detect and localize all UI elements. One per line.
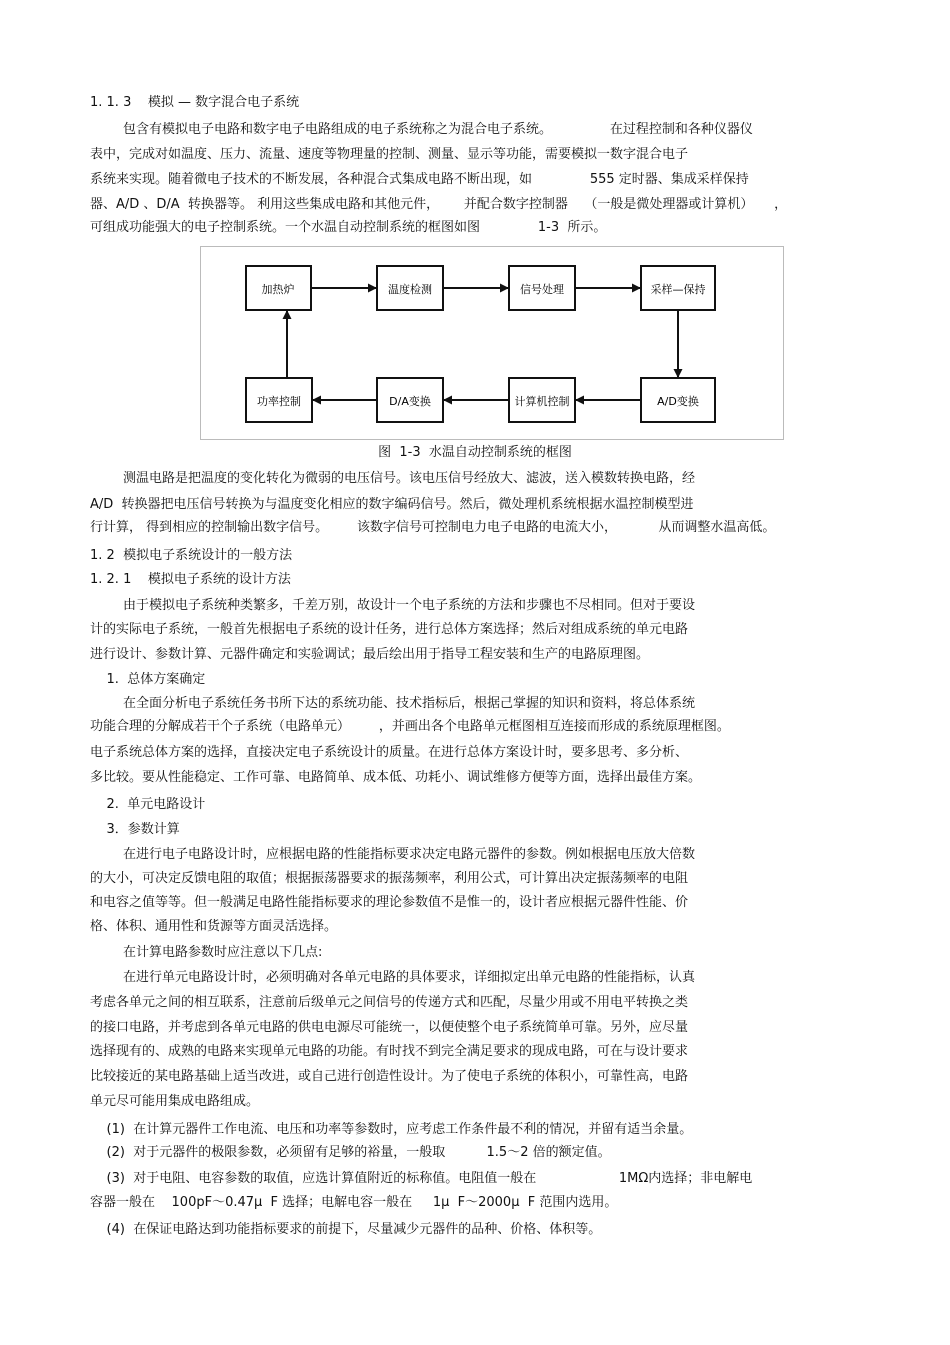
list-item-3: (3) 对于电阻、电容参数的取值，应选计算值附近的标称值。电阻值一般在 1MΩ内选择；非电解电 <box>90 1171 753 1186</box>
paragraph-line: A/D 转换器把电压信号转换为与温度变化相应的数字编码信号。然后，微处理机系统根据水温控制模型进 <box>90 497 694 512</box>
list-item-3-continued: 容器一般在 100pF～0.47μ F 选择；电解电容一般在 1μ F～2000μ F 范围内选用。 <box>90 1195 618 1210</box>
paragraph-line: 比较接近的某电路基础上适当改进，或自己进行创造性设计。为了使电子系统的体积小，可靠性高，电路 <box>90 1069 689 1084</box>
paragraph-line: 系统来实现。随着微电子技术的不断发展，各种混合式集成电路不断出现，如 555 定时器、集成采样保持 <box>90 172 749 187</box>
paragraph-line: 单元尽可能用集成电路组成。 <box>90 1094 260 1109</box>
block-sample-hold <box>641 266 715 310</box>
section-heading-1-2: 1. 2 模拟电子系统设计的一般方法 <box>90 548 293 563</box>
block-label: A/D变换 <box>657 395 699 408</box>
block-heating-furnace <box>246 266 311 310</box>
block-label: 温度检测 <box>388 283 432 296</box>
paragraph-line: 包含有模拟电子电路和数字电子电路组成的电子系统称之为混合电子系统。 在过程控制和各种仪器仪 <box>90 122 753 137</box>
block-signal-processing <box>509 266 575 310</box>
list-item-2: (2) 对于元器件的极限参数，必须留有足够的裕量，一般取 1.5～2 倍的额定值。 <box>90 1145 611 1160</box>
paragraph-line: 和电容之值等等。但一般满足电路性能指标要求的理论参数值不是惟一的，设计者应根据元器件性能、价 <box>90 895 689 910</box>
figure-caption: 图 1-3 水温自动控制系统的框图 <box>378 445 572 460</box>
subheading-parameter-calculation: 3．参数计算 <box>90 822 180 837</box>
block-label: 信号处理 <box>520 283 564 296</box>
list-item-4: (4) 在保证电路达到功能指标要求的前提下，尽量减少元器件的品种、价格、体积等。 <box>90 1222 602 1237</box>
block-label: 功率控制 <box>257 395 301 408</box>
block-label: 加热炉 <box>261 283 295 296</box>
block-temperature-detection <box>377 266 443 310</box>
subheading-unit-circuit-design: 2. 单元电路设计 <box>90 797 206 812</box>
paragraph-line: 器、A/D 、D/A 转换器等。 利用这些集成电路和其他元件， 并配合数字控制器 （一般是微处理器或计算机） ， <box>90 197 788 212</box>
paragraph-line: 多比较。要从性能稳定、工作可靠、电路简单、成本低、功耗小、调试维修方便等方面，选择出最佳方案。 <box>90 770 702 785</box>
paragraph-line: 计的实际电子系统，一般首先根据电子系统的设计任务，进行总体方案选择；然后对组成系统的单元电路 <box>90 622 689 637</box>
paragraph-line: 的大小，可决定反馈电阻的取值；根据振荡器要求的振荡频率，利用公式，可计算出决定振荡频率的电阻 <box>90 871 689 886</box>
block-diagram-figure <box>200 246 784 440</box>
paragraph-line: 的接口电路，并考虑到各单元电路的供电电源尽可能统一，以便使整个电子系统简单可靠。另外，应尽量 <box>90 1020 689 1035</box>
block-da-converter <box>377 378 443 422</box>
paragraph-line: 功能合理的分解成若干个子系统（电路单元） ，并画出各个电路单元框图相互连接而形成的系统原理框图。 <box>90 719 730 734</box>
paragraph-line: 测温电路是把温度的变化转化为微弱的电压信号。该电压信号经放大、滤波，送入模数转换电路，经 <box>90 471 696 486</box>
paragraph-line: 表中，完成对如温度、压力、流量、速度等物理量的控制、测量、显示等功能，需要模拟一数字混合电子 <box>90 147 689 162</box>
block-ad-converter <box>641 378 715 422</box>
paragraph-line: 行计算， 得到相应的控制输出数字信号。 该数字信号可控制电力电子电路的电流大小， 从而调整水温高低。 <box>90 520 776 535</box>
block-computer-control <box>509 378 575 422</box>
paragraph-line: 在全面分析电子系统任务书所下达的系统功能、技术指标后，根据己掌握的知识和资料，将总体系统 <box>90 696 696 711</box>
paragraph-line: 可组成功能强大的电子控制系统。一个水温自动控制系统的框图如图 1-3 所示。 <box>90 220 607 235</box>
block-label: 计算机控制 <box>514 395 570 408</box>
paragraph-line: 在进行单元电路设计时，必须明确对各单元电路的具体要求，详细拟定出单元电路的性能指标，认真 <box>90 970 696 985</box>
block-label: 采样—保持 <box>650 283 706 296</box>
paragraph-line: 由于模拟电子系统种类繁多，千差万别，故设计一个电子系统的方法和步骤也不尽相同。但对于要设 <box>90 598 696 613</box>
list-item-1: (1) 在计算元器件工作电流、电压和功率等参数时，应考虑工作条件最不利的情况，并留有适当余量。 <box>90 1122 693 1137</box>
paragraph-line: 电子系统总体方案的选择，直接决定电子系统设计的质量。在进行总体方案设计时，要多思考、多分析、 <box>90 745 689 760</box>
block-label: D/A变换 <box>389 395 431 408</box>
paragraph-line: 格、体积、通用性和货源等方面灵活选择。 <box>90 919 338 934</box>
subheading-overall-plan: 1. 总体方案确定 <box>90 672 206 687</box>
paragraph-line: 进行设计、参数计算、元器件确定和实验调试；最后绘出用于指导工程安装和生产的电路原理图。 <box>90 647 650 662</box>
paragraph-line: 选择现有的、成熟的电路来实现单元电路的功能。有时找不到完全满足要求的现成电路，可在与设计要求 <box>90 1044 689 1059</box>
paragraph-line: 考虑各单元之间的相互联系，注意前后级单元之间信号的传递方式和匹配，尽量少用或不用电平转换之类 <box>90 995 689 1010</box>
section-heading-1-2-1: 1. 2. 1 模拟电子系统的设计方法 <box>90 572 291 587</box>
paragraph-line: 在计算电路参数时应注意以下几点: <box>90 945 323 960</box>
section-heading-1-1-3: 1. 1. 3 模拟 — 数字混合电子系统 <box>90 95 300 110</box>
paragraph-line: 在进行电子电路设计时，应根据电路的性能指标要求决定电路元器件的参数。例如根据电压放大倍数 <box>90 847 696 862</box>
block-power-control <box>246 378 312 422</box>
